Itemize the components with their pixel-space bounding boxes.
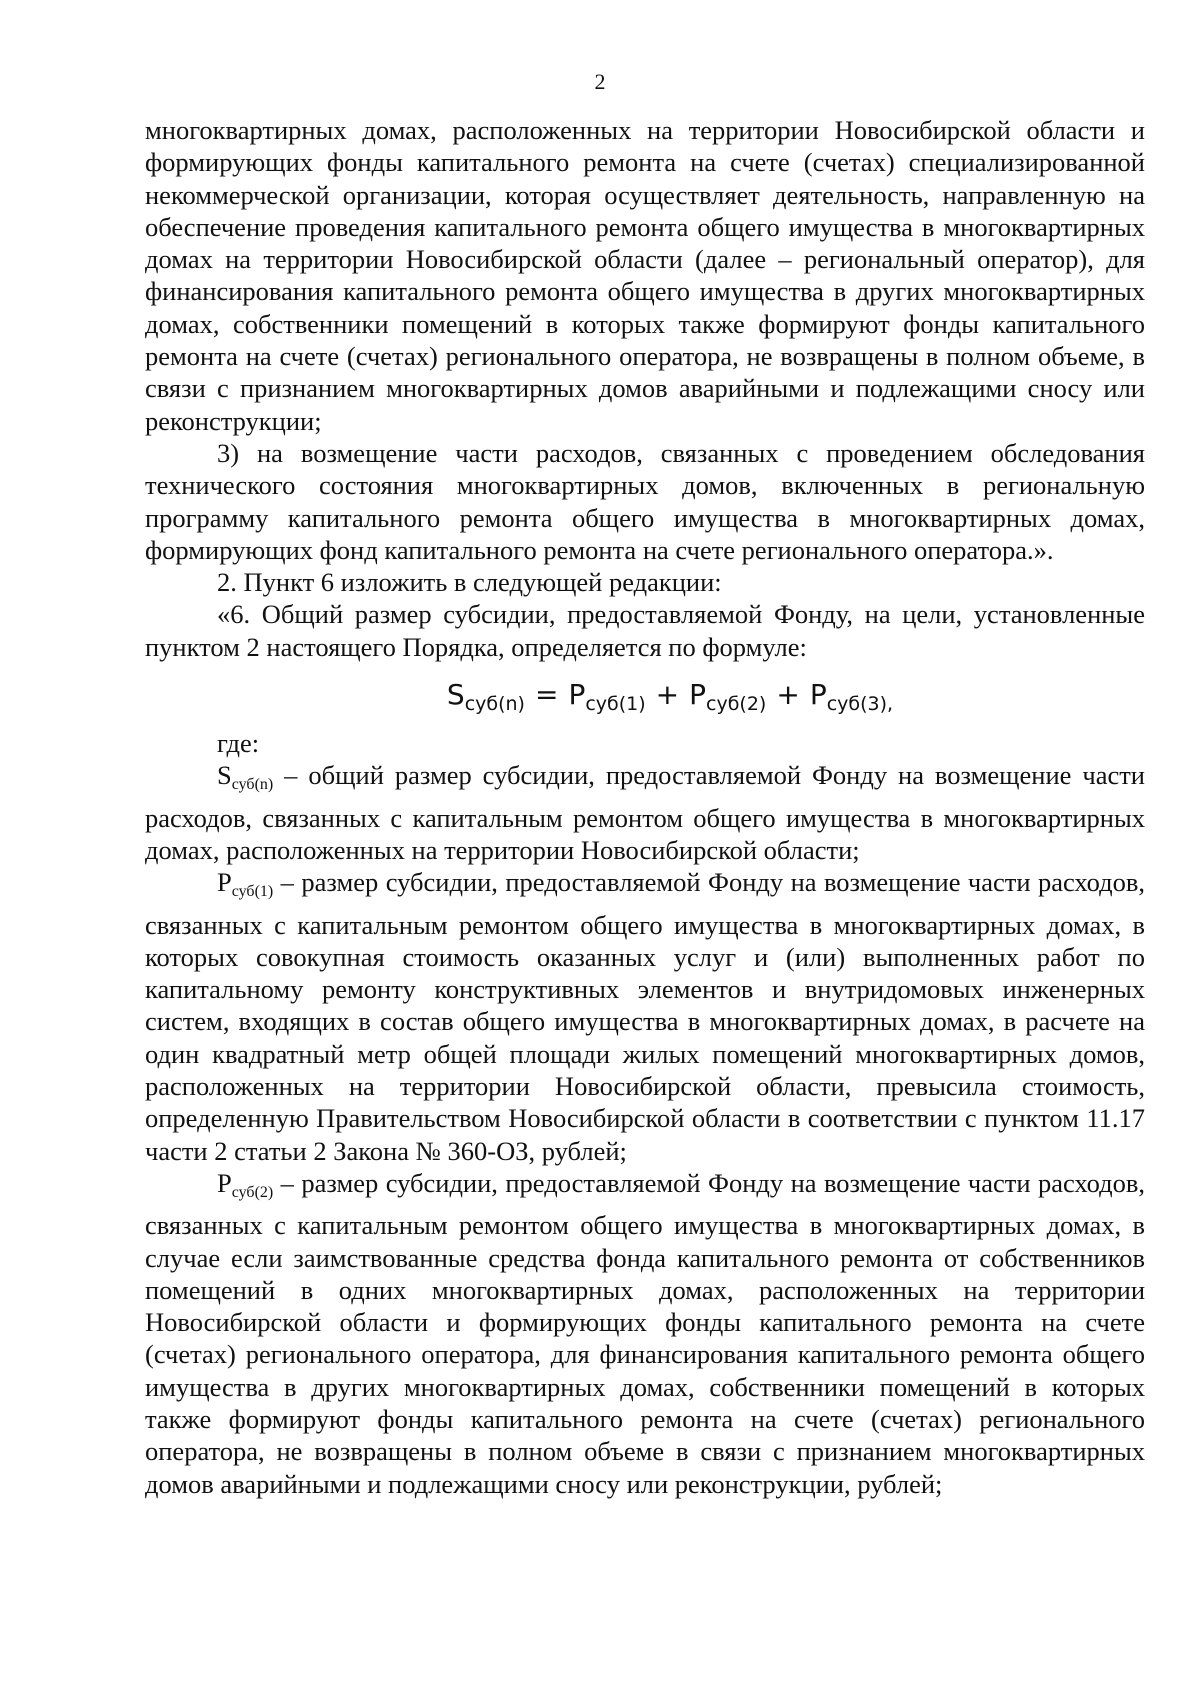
definition-s	[145, 759, 1145, 866]
formula-p1-term: $P_{суб(1)}$	[568, 678, 646, 716]
paragraph-point-2: 2. Пункт 6 изложить в следующей редакции:	[217, 567, 722, 598]
where-label: где:	[217, 728, 260, 759]
formula-s-term: $S_{суб(n)}$	[446, 678, 525, 716]
definition-s-subscript: суб(n)	[231, 776, 274, 794]
definition-p1-subscript: суб(1)	[231, 883, 274, 901]
definition-p2-text: – размер субсидии, предоставляемой Фонду на возмещение части расходов, связанных с капитальным ремонтом общего имущества в многоквартирных домах, в случае если заимствованные средства фонда капитального ремонта от собственников помещений в одних многоквартирных домах, расположенных на территории Новосибирской области и формирующих фонды капитального ремонта на счете (счетах) регионального оператора, для финансирования капитального ремонта общего имущества в других многоквартирных домах, собственники помещений в которых также формируют фонды капитального ремонта на счете (счетах) регионального оператора, не возвращены в полном объеме в связи с признанием многоквартирных домов аварийными и подлежащими сносу или реконструкции, рублей;	[145, 1167, 1145, 1499]
definition-p2-subscript: суб(2)	[231, 1183, 274, 1201]
paragraph-item-3: 3) на возмещение части расходов, связанных с проведением обследования технического состояния многоквартирных домов, включенных в региональную программу капитального ремонта общего имущества в многоквартирных домах, формирующих фонд капитального ремонта на счете регионального оператора.».	[145, 437, 1145, 565]
definition-p1	[145, 866, 1145, 1167]
definition-p1-text: – размер субсидии, предоставляемой Фонду на возмещение части расходов, связанных с капитальным ремонтом общего имущества в многоквартирных домах, в которых совокупная стоимость оказанных услуг и (или) выполненных работ по капитальному ремонту конструктивных элементов и внутридомовых инженерных систем, входящих в состав общего имущества в многоквартирных домах, в расчете на один квадратный метр общей площади жилых помещений многоквартирных домов, расположенных на территории Новосибирской области, превысила стоимость, определенную Правительством Новосибирской области в соответствии с пунктом 11.17 части 2 статьи 2 Закона № 360-ОЗ, рублей;	[145, 867, 1145, 1166]
definition-p2	[145, 1167, 1145, 1500]
formula-equals: =	[534, 678, 559, 712]
paragraph-intro: многоквартирных домах, расположенных на территории Новосибирской области и формирующих фонды капитального ремонта на счете (счетах) специализированной некоммерческой организации, которая осуществляет деятельность, направленную на обеспечение проведения капитального ремонта общего имущества в многоквартирных домах на территории Новосибирской области (далее – региональный оператор), для финансирования капитального ремонта общего имущества в других многоквартирных домах, собственники помещений в которых также формируют фонды капитального ремонта на счете (счетах) регионального оператора, не возвращены в полном объеме, в связи с признанием многоквартирных домов аварийными и подлежащими сносу или реконструкции;	[145, 115, 1145, 436]
formula-plus-1: +	[655, 678, 680, 712]
definition-p1-symbol: P	[217, 867, 232, 898]
definition-s-symbol: S	[217, 760, 232, 791]
paragraph-point-6: «6. Общий размер субсидии, предоставляемой Фонду, на цели, установленные пунктом 2 настоящего Порядка, определяется по формуле:	[145, 599, 1145, 662]
document-body	[145, 114, 1145, 1500]
definition-p2-symbol: P	[217, 1167, 232, 1198]
subsidy-formula	[145, 663, 1145, 727]
formula-plus-2: +	[776, 678, 800, 712]
formula-p2-term: $P_{суб(2)}$	[689, 678, 767, 716]
definition-s-text: – общий размер субсидии, предоставляемой Фонду на возмещение части расходов, связанных с капитальным ремонтом общего имущества в многоквартирных домах, расположенных на территории Новосибирской области;	[145, 760, 1145, 865]
page-number: 2	[594, 69, 606, 94]
formula-p3-term: $P_{суб(3),}$	[809, 678, 894, 716]
